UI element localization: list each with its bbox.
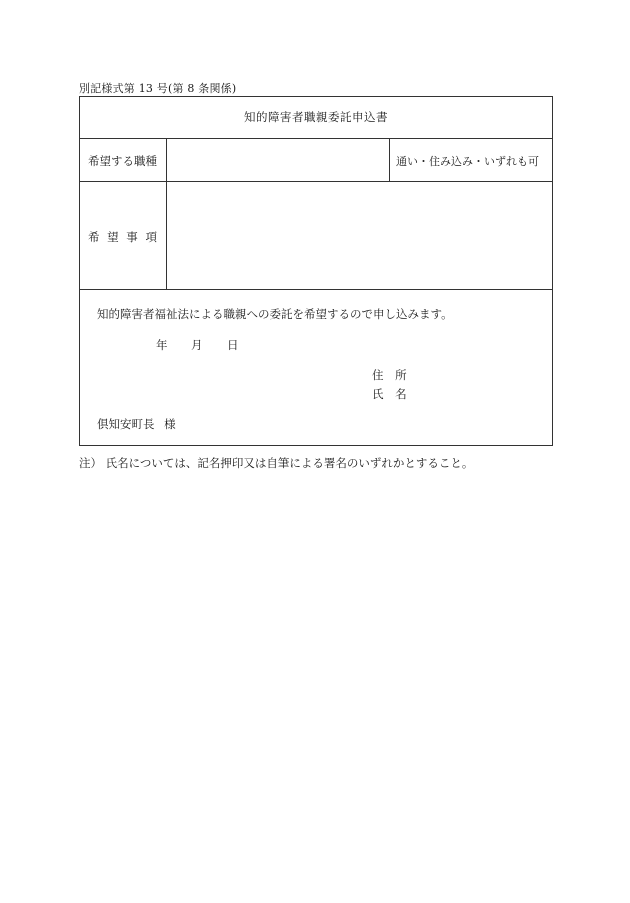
occupation-option-text: 通い・住み込み・いずれも可 [396,155,539,168]
request-label: 希 望 事 項 [88,230,157,244]
date-month: 月 [191,338,203,352]
divider [166,181,167,289]
form-number: 別記様式第 13 号(第 8 条関係) [79,82,237,95]
form-title: 知的障害者職親委託申込書 [244,110,388,124]
divider [80,138,552,139]
occupation-label: 希望する職種 [88,154,157,168]
divider [80,289,552,290]
divider [166,138,167,181]
address-label: 住 所 [372,368,407,382]
footnote: 注） 氏名については、記名押印又は自筆による署名のいずれかとすること。 [79,456,474,470]
application-form [79,96,553,446]
addressee: 倶知安町長 様 [97,417,176,431]
date-day: 日 [227,338,239,352]
divider [80,181,552,182]
divider [389,138,390,181]
name-label: 氏 名 [372,387,407,401]
date-year: 年 [156,338,168,352]
statement-text: 知的障害者福祉法による職親への委託を希望するので申し込みます。 [97,307,453,321]
